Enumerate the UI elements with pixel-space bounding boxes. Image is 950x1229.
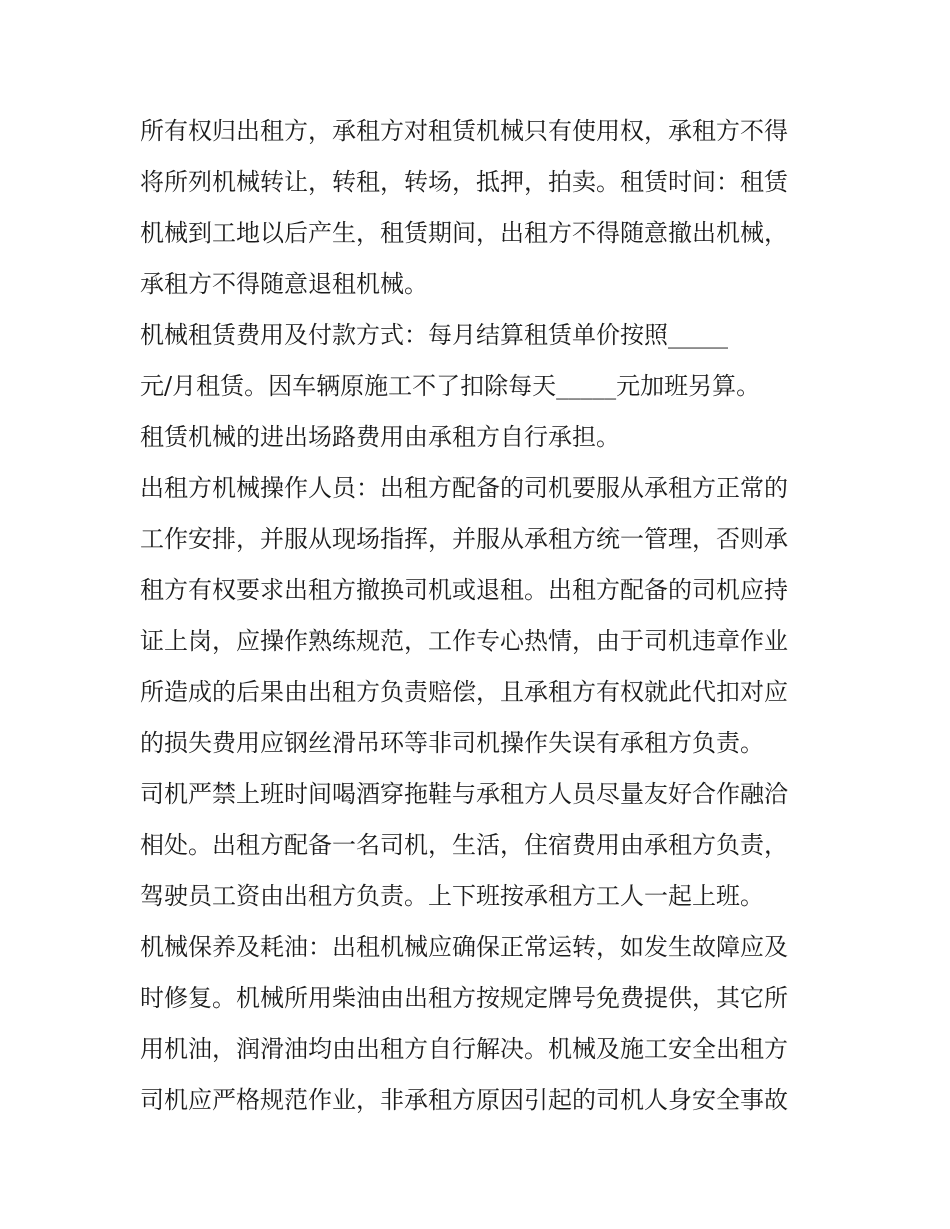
text-line: 时修复。机械所用柴油由出租方按规定牌号免费提供，其它所 [140,984,788,1012]
contract-text [140,106,820,1126]
text-line: 司机严禁上班时间喝酒穿拖鞋与承租方人员尽量友好合作融洽 [140,780,788,808]
text-line: 出租方机械操作人员：出租方配备的司机要服从承租方正常的 [140,474,788,502]
text-line: 相处。出租方配备一名司机，生活，住宿费用由承租方负责， [140,831,788,859]
text-line: 司机应严格规范作业，非承租方原因引起的司机人身安全事故 [140,1086,788,1114]
text-line: 元/月租赁。因车辆原施工不了扣除每天_____元加班另算。 [140,372,761,400]
text-line: 工作安排，并服从现场指挥，并服从承租方统一管理，否则承 [140,525,788,553]
text-line: 承租方不得随意退租机械。 [140,270,428,298]
text-line: 机械租赁费用及付款方式：每月结算租赁单价按照_____ [140,321,728,349]
text-line: 机械到工地以后产生，租赁期间，出租方不得随意撤出机械， [140,219,788,247]
text-line: 所造成的后果由出租方负责赔偿，且承租方有权就此代扣对应 [140,678,788,706]
text-line: 租方有权要求出租方撤换司机或退租。出租方配备的司机应持 [140,576,788,604]
text-line: 驾驶员工资由出租方负责。上下班按承租方工人一起上班。 [140,882,764,910]
text-line: 所有权归出租方，承租方对租赁机械只有使用权，承租方不得 [140,117,788,145]
text-line: 将所列机械转让，转租，转场，抵押，拍卖。租赁时间：租赁 [140,168,788,196]
text-line: 租赁机械的进出场路费用由承租方自行承担。 [140,423,620,451]
text-line: 机械保养及耗油：出租机械应确保正常运转，如发生故障应及 [140,933,788,961]
text-line: 的损失费用应钢丝滑吊环等非司机操作失误有承租方负责。 [140,729,764,757]
text-line: 用机油，润滑油均由出租方自行解决。机械及施工安全出租方 [140,1035,788,1063]
text-line: 证上岗，应操作熟练规范，工作专心热情，由于司机违章作业 [140,627,788,655]
